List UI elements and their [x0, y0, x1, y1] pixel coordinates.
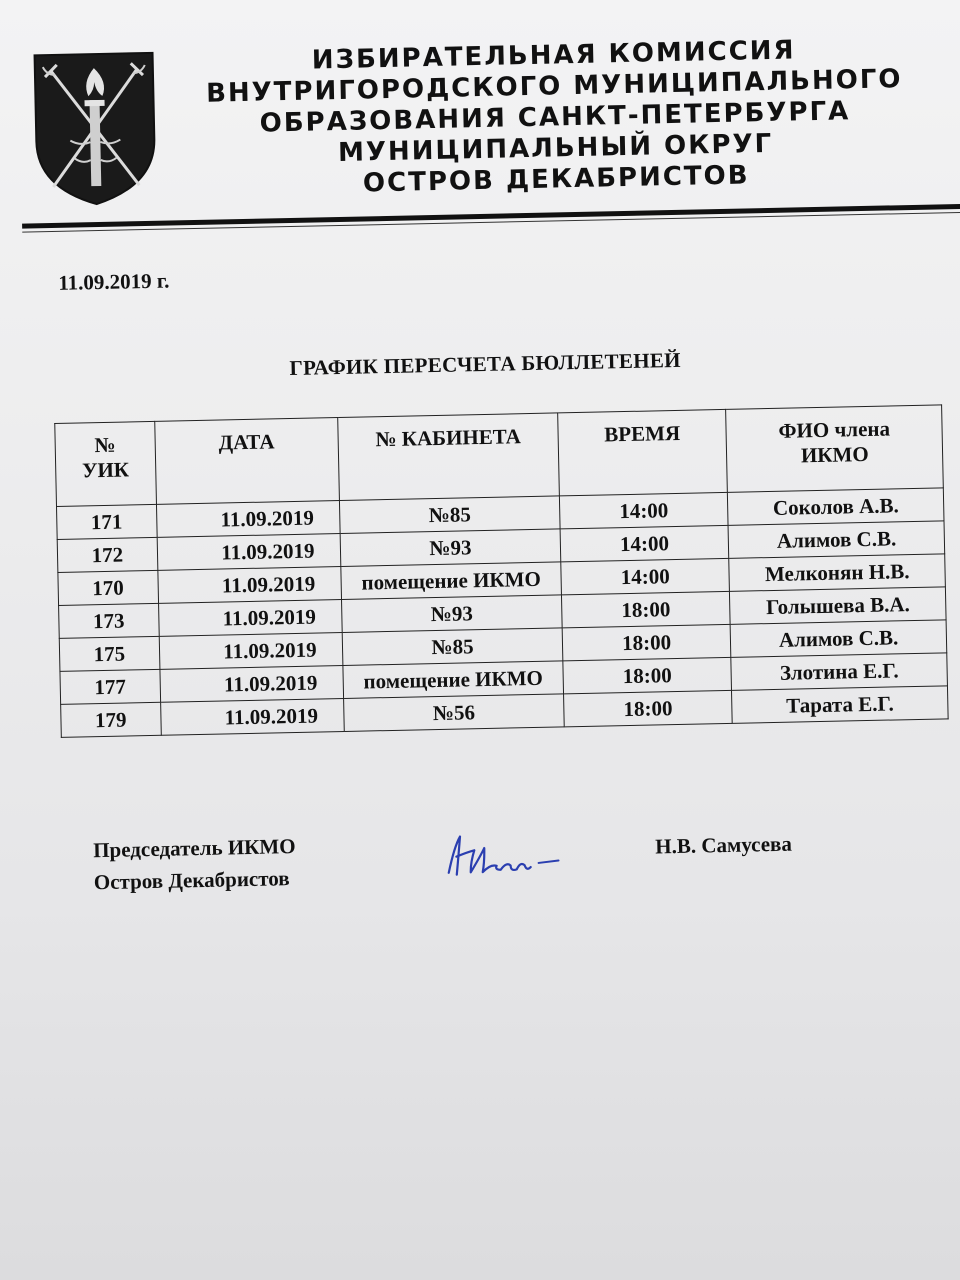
cell-fio: Мелконян Н.В. — [729, 554, 945, 592]
cell-date: 11.09.2019 — [158, 600, 342, 637]
cell-date: 11.09.2019 — [157, 567, 341, 604]
header-uik — [55, 421, 156, 506]
cell-time: 14:00 — [561, 558, 730, 595]
cell-time: 18:00 — [561, 591, 730, 628]
position-line: Председатель ИКМО — [92, 834, 296, 863]
cell-fio: Алимов С.В. — [728, 521, 944, 559]
header-fio-line2: ИКМО — [800, 441, 869, 468]
cell-room: №85 — [340, 496, 560, 534]
recount-schedule-table — [54, 404, 948, 738]
header-fio — [726, 405, 943, 492]
cell-fio: Злотина Е.Г. — [731, 653, 947, 691]
coat-of-arms-icon — [28, 47, 161, 210]
document-title: ГРАФИК ПЕРЕСЧЕТА БЮЛЛЕТЕНЕЙ — [289, 347, 682, 381]
cell-uik: 172 — [57, 537, 157, 572]
cell-uik: 173 — [59, 603, 159, 638]
commission-header — [173, 32, 936, 203]
header-time: ВРЕМЯ — [557, 409, 727, 496]
cell-date: 11.09.2019 — [157, 534, 341, 571]
cell-uik: 171 — [57, 504, 157, 539]
cell-uik: 175 — [59, 636, 159, 671]
cell-fio: Соколов А.В. — [728, 488, 944, 526]
cell-room: помещение ИКМО — [343, 661, 563, 699]
cell-room: №93 — [340, 529, 560, 567]
chairman-name: Н.В. Самусева — [655, 831, 793, 859]
cell-time: 14:00 — [560, 525, 729, 562]
cell-time: 18:00 — [562, 624, 731, 661]
cell-time: 18:00 — [563, 657, 732, 694]
header-uik-line2: УИК — [81, 457, 130, 483]
cell-date: 11.09.2019 — [160, 665, 344, 702]
cell-room: №93 — [342, 595, 562, 633]
cell-time: 18:00 — [563, 690, 732, 727]
header-room: № КАБИНЕТА — [338, 413, 559, 501]
cell-room: №85 — [342, 628, 562, 666]
cell-date: 11.09.2019 — [156, 501, 340, 538]
handwritten-signature-icon — [440, 824, 571, 887]
cell-fio: Голышева В.А. — [730, 587, 946, 625]
cell-fio: Тарата Е.Г. — [732, 686, 948, 724]
chairman-position — [93, 830, 297, 898]
cell-time: 14:00 — [559, 492, 728, 529]
cell-uik: 177 — [60, 669, 160, 704]
header-line: ИЗБИРАТЕЛЬНАЯ КОМИССИЯ — [311, 35, 796, 76]
cell-uik: 170 — [58, 570, 158, 605]
header-date: ДАТА — [154, 418, 339, 505]
header-line: МУНИЦИПАЛЬНЫЙ ОКРУГ — [337, 128, 774, 168]
cell-fio: Алимов С.В. — [730, 620, 946, 658]
header-line: ОБРАЗОВАНИЯ САНКТ-ПЕТЕРБУРГА — [259, 96, 851, 139]
cell-uik: 179 — [61, 702, 161, 737]
header-divider — [22, 204, 960, 229]
header-uik-line1: № — [94, 432, 116, 458]
header-fio-line1: ФИО члена — [778, 416, 891, 443]
document-date: 11.09.2019 г. — [58, 268, 170, 295]
position-line: Остров Декабристов — [93, 866, 290, 895]
cell-date: 11.09.2019 — [160, 698, 344, 735]
header-line: ВНУТРИГОРОДСКОГО МУНИЦИПАЛЬНОГО — [205, 64, 903, 109]
header-line: ОСТРОВ ДЕКАБРИСТОВ — [362, 160, 750, 199]
cell-room: №56 — [344, 694, 564, 732]
cell-date: 11.09.2019 — [159, 632, 343, 669]
cell-room: помещение ИКМО — [341, 562, 561, 600]
